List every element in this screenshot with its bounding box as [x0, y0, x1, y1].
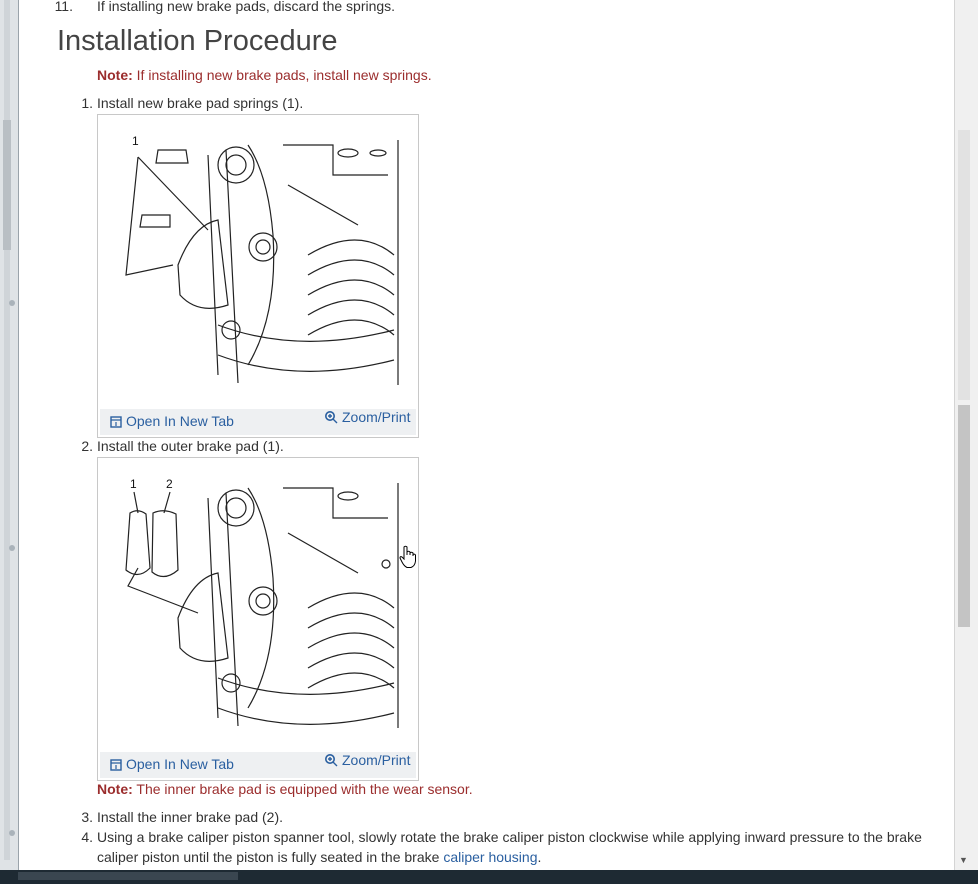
step-number: 4.	[81, 829, 93, 845]
step-number: 2.	[81, 438, 93, 454]
open-new-tab-icon	[110, 416, 122, 428]
left-marker-dot	[9, 830, 15, 836]
note	[97, 67, 432, 83]
magnifier-zoom-icon	[324, 753, 338, 767]
callout-label: 2	[166, 477, 173, 491]
page-title: Installation Procedure	[57, 25, 338, 57]
step-text: Install new brake pad springs (1).	[97, 95, 304, 111]
caliper-housing-link[interactable]: caliper housing	[443, 849, 538, 865]
zoom-print-label: Zoom/Print	[342, 752, 411, 768]
note-label: Note:	[97, 781, 133, 797]
horizontal-scroll-thumb[interactable]	[18, 872, 238, 880]
step-text: Using a brake caliper piston spanner tool, slowly rotate the brake caliper piston clockwise while applying inward pressure to the brake	[97, 829, 922, 845]
figure-brake-pad-springs[interactable]	[97, 114, 419, 438]
callout-label: 1	[130, 477, 137, 491]
magnifier-zoom-icon	[324, 410, 338, 424]
step-text: caliper piston until the piston is fully seated in the brake	[97, 849, 440, 865]
scroll-track-region	[958, 130, 970, 400]
left-scroll-thumb[interactable]	[3, 120, 11, 250]
document-pane	[18, 0, 955, 870]
note-text: The inner brake pad is equipped with the wear sensor.	[136, 781, 473, 797]
figure-toolbar	[100, 752, 416, 778]
step-text: If installing new brake pads, discard the springs.	[97, 0, 396, 14]
open-in-new-tab-button[interactable]	[110, 413, 234, 429]
step-number: 1.	[81, 95, 93, 111]
step-text-continued	[97, 849, 541, 865]
horizontal-scrollbar[interactable]	[0, 870, 978, 884]
left-marker-dot	[9, 545, 15, 551]
step-text-tail: .	[537, 849, 542, 865]
figure-toolbar	[100, 409, 416, 435]
scroll-thumb[interactable]	[958, 405, 970, 627]
step-text: Install the inner brake pad (2).	[97, 809, 283, 825]
vertical-scrollbar[interactable]	[954, 0, 978, 870]
zoom-print-button[interactable]	[324, 409, 410, 425]
note-text: If installing new brake pads, install new springs.	[136, 67, 432, 83]
note	[97, 781, 473, 797]
callout-label: 1	[132, 134, 139, 148]
brake-assembly-illustration	[98, 458, 418, 754]
zoom-print-button[interactable]	[324, 752, 410, 768]
step-number: 11.	[54, 0, 73, 14]
scroll-down-arrow-icon[interactable]: ▼	[959, 855, 968, 865]
open-in-new-tab-label: Open In New Tab	[126, 756, 234, 772]
brake-assembly-illustration	[98, 115, 418, 411]
hand-pointer-icon	[399, 545, 417, 569]
open-in-new-tab-button[interactable]	[110, 756, 234, 772]
figure-outer-brake-pad[interactable]	[97, 457, 419, 781]
left-window-strip	[0, 0, 18, 884]
zoom-print-label: Zoom/Print	[342, 409, 411, 425]
left-marker-dot	[9, 300, 15, 306]
step-text: Install the outer brake pad (1).	[97, 438, 284, 454]
open-in-new-tab-label: Open In New Tab	[126, 413, 234, 429]
step-number: 3.	[81, 809, 93, 825]
note-label: Note:	[97, 67, 133, 83]
open-new-tab-icon	[110, 759, 122, 771]
